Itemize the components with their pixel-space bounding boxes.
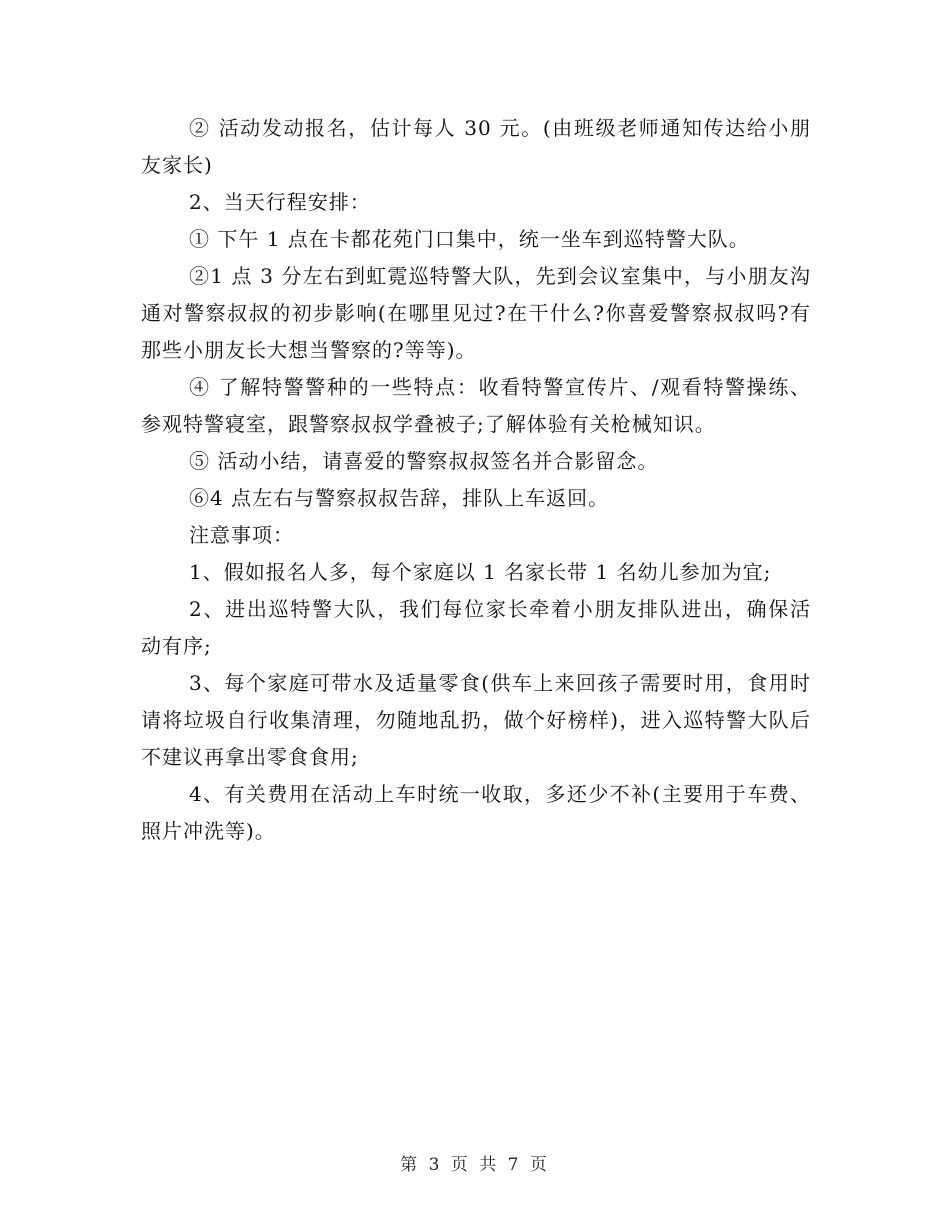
paragraph-schedule-step-6: ⑥4 点左右与警察叔叔告辞，排队上车返回。 xyxy=(189,486,610,510)
paragraph-note-4: 4、有关费用在活动上车时统一收取，多还少不补(主要用于车费、照片冲洗等)。 xyxy=(141,782,811,843)
paragraph-registration: ② 活动发动报名，估计每人 30 元。(由班级老师通知传达给小朋友家长) xyxy=(141,116,811,177)
paragraph-note-3: 3、每个家庭可带水及适量零食(供车上来回孩子需要时用，食用时请将垃圾自行收集清理，勿随地乱扔，做个好榜样)，进入巡特警大队后不建议再拿出零食食用; xyxy=(141,671,811,769)
paragraph-note-2: 2、进出巡特警大队，我们每位家长牵着小朋友排队进出，确保活动有序; xyxy=(141,597,811,658)
paragraph-schedule-step-1: ① 下午 1 点在卡都花苑门口集中，统一坐车到巡特警大队。 xyxy=(189,227,750,251)
paragraph-notes-heading: 注意事项： xyxy=(189,523,294,547)
document-body xyxy=(141,110,811,850)
paragraph-schedule-heading: 2、当天行程安排： xyxy=(189,190,371,214)
paragraph-note-1: 1、假如报名人多，每个家庭以 1 名家长带 1 名幼儿参加为宜; xyxy=(189,560,772,584)
paragraph-schedule-step-2: ②1 点 3 分左右到虹霓巡特警大队，先到会议室集中，与小朋友沟通对警察叔叔的初步影响(在哪里见过?在干什么?你喜爱警察叔叔吗?有那些小朋友长大想当警察的?等等)。 xyxy=(141,264,811,362)
paragraph-schedule-step-4: ④ 了解特警警种的一些特点：收看特警宣传片、/观看特警操练、参观特警寝室，跟警察叔叔学叠被子;了解体验有关枪械知识。 xyxy=(141,375,811,436)
page-number-footer: 第 3 页 共 7 页 xyxy=(400,1155,550,1175)
paragraph-schedule-step-5: ⑤ 活动小结，请喜爱的警察叔叔签名并合影留念。 xyxy=(189,449,659,473)
